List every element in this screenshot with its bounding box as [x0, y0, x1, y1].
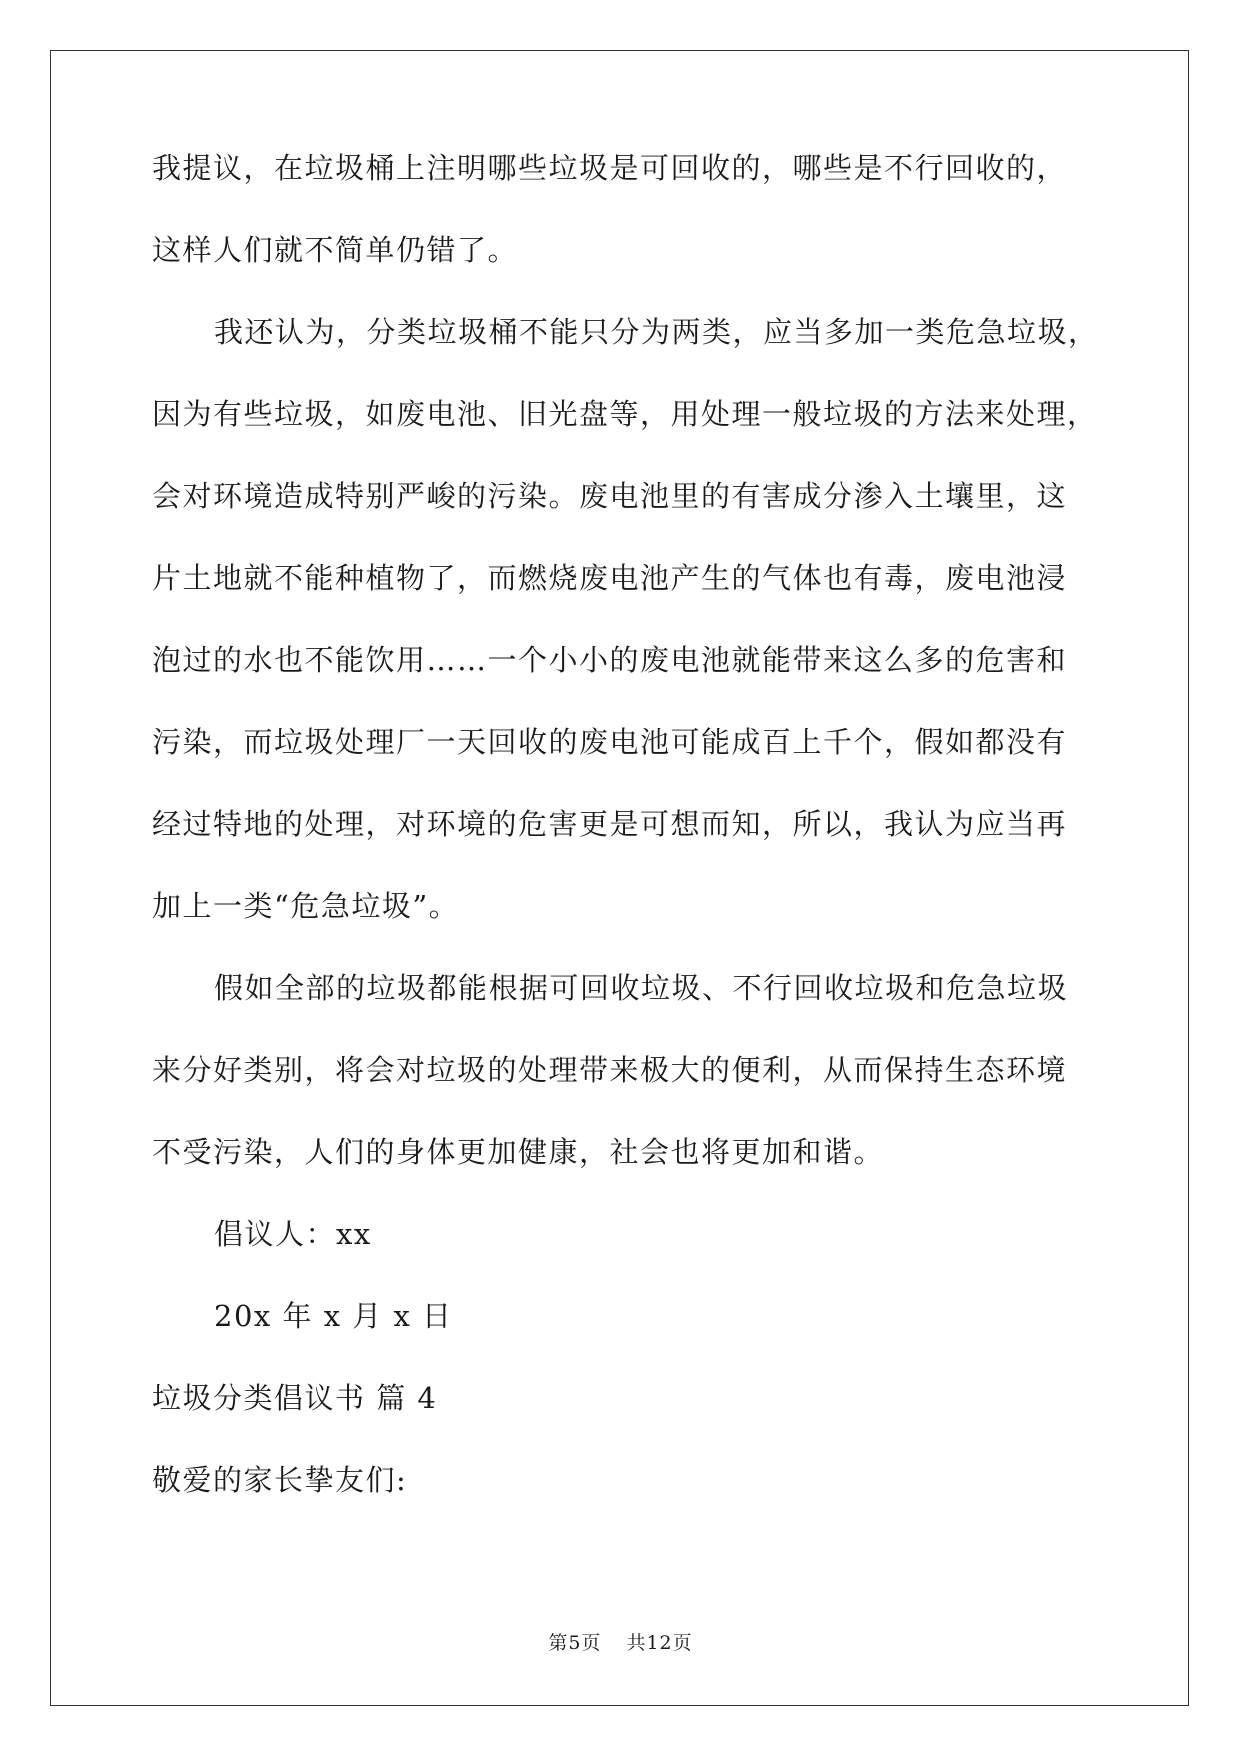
text-line-1: 我提议，在垃圾桶上注明哪些垃圾是可回收的，哪些是不行回收的，	[152, 151, 1068, 185]
text-line-7: 泡过的水也不能饮用……一个小小的废电池就能带来这么多的危害和	[152, 643, 1068, 677]
text-line-9: 经过特地的处理，对环境的危害更是可想而知，所以，我认为应当再	[152, 807, 1068, 841]
text-line-10: 加上一类“危急垃圾”。	[152, 889, 460, 923]
page-footer	[0, 1628, 1241, 1655]
text-line-8: 污染，而垃圾处理厂一天回收的废电池可能成百上千个，假如都没有	[152, 725, 1068, 759]
text-line-3: 我还认为，分类垃圾桶不能只分为两类，应当多加一类危急垃圾，	[214, 315, 1099, 349]
text-line-5: 会对环境造成特别严峻的污染。废电池里的有害成分渗入土壤里，这	[152, 479, 1068, 513]
salutation-line: 敬爱的家长挚友们:	[152, 1463, 408, 1497]
text-line-4: 因为有些垃圾，如废电池、旧光盘等，用处理一般垃圾的方法来处理，	[152, 397, 1098, 431]
text-line-12: 来分好类别，将会对垃圾的处理带来极大的便利，从而保持生态环境	[152, 1053, 1068, 1087]
text-line-6: 片土地就不能种植物了，而燃烧废电池产生的气体也有毒，废电池浸	[152, 561, 1068, 595]
section-heading: 垃圾分类倡议书 篇 4	[152, 1381, 438, 1415]
text-line-11: 假如全部的垃圾都能根据可回收垃圾、不行回收垃圾和危急垃圾	[214, 971, 1069, 1005]
text-line-2: 这样人们就不简单仍错了。	[152, 233, 519, 267]
text-line-13: 不受污染，人们的身体更加健康，社会也将更加和谐。	[152, 1135, 885, 1169]
date-line: 20x 年 x 月 x 日	[214, 1299, 453, 1333]
current-page-label: 第5页	[548, 1632, 602, 1654]
signature-line: 倡议人：xx	[214, 1217, 372, 1251]
document-body	[152, 151, 1099, 1521]
total-pages-label: 共12页	[626, 1632, 693, 1654]
